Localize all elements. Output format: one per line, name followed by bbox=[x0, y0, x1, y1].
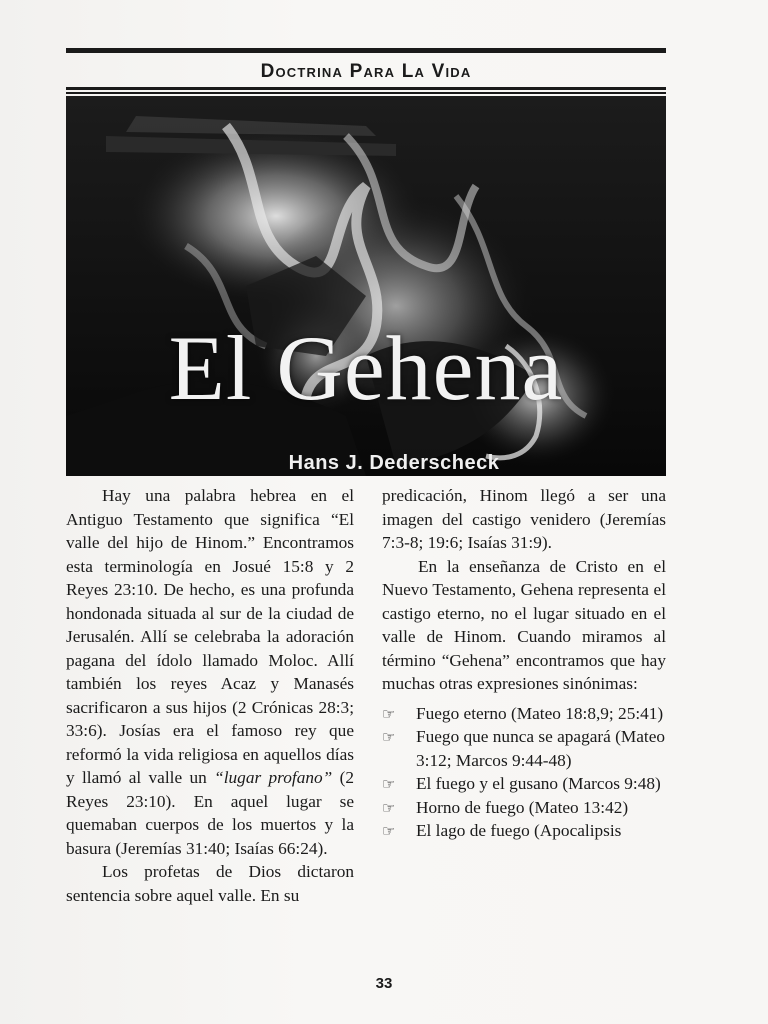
paragraph bbox=[66, 484, 354, 860]
left-column bbox=[66, 484, 354, 907]
hero-image bbox=[66, 96, 666, 476]
pointing-hand-icon: ☞ bbox=[382, 728, 396, 746]
italic-quote: “lugar profano” bbox=[214, 768, 333, 787]
paragraph: En la enseñanza de Cristo en el Nuevo Testamento, Gehena representa el castigo eterno, no el lugar situado en el valle de Hinom. Cuando miramos al término “Gehena” encontramos que hay muchas otras expresiones sinónimas: bbox=[382, 556, 666, 693]
paragraph: predicación, Hinom llegó a ser una imagen del castigo venidero (Jeremías 7:3-8; 19:6; Isaías 31:9). bbox=[382, 486, 666, 552]
list-item bbox=[382, 772, 666, 796]
list-item bbox=[382, 702, 666, 726]
pointing-hand-icon: ☞ bbox=[382, 798, 396, 817]
list-item-text: El fuego y el gusano (Marcos 9:48) bbox=[416, 774, 661, 793]
list-item-text: El lago de fuego (Apocalipsis bbox=[416, 821, 622, 840]
synonym-list bbox=[382, 702, 666, 843]
right-column bbox=[382, 484, 666, 843]
list-item-text: Fuego eterno (Mateo 18:8,9; 25:41) bbox=[416, 703, 664, 723]
header-top-rule bbox=[66, 48, 666, 53]
paragraph-text: Hay una palabra hebrea en el Antiguo Testamento que significa “El valle del hijo de Hinom.” Encontramos esta terminología en Josué 15:8 y 2 Reyes 23:10. De hecho, es una profunda hondonada situada al sur de la ciudad de Jerusalén. Allí se celebraba la adoración pagana del ídolo llamado Moloc. Allí también los reyes Acaz y Manasés sacrificaron a sus hijos (2 Crónicas 28:3; 33:6). Josías era el famoso rey que reformó la vida religiosa en aquellos días y llamó al valle un bbox=[66, 486, 354, 787]
list-item bbox=[382, 796, 666, 820]
pointing-hand-icon: ☞ bbox=[382, 775, 396, 793]
pointing-hand-icon: ☞ bbox=[382, 704, 396, 723]
paragraph: Los profetas de Dios dictaron sentencia sobre aquel valle. En su bbox=[66, 862, 354, 905]
fire-illustration bbox=[66, 96, 666, 476]
list-item bbox=[382, 725, 666, 772]
article-author: Hans J. Dederscheck bbox=[288, 452, 500, 474]
list-item-text: Fuego que nunca se apagará (Mateo 3:12; Marcos 9:44-48) bbox=[416, 727, 666, 770]
list-item bbox=[382, 819, 666, 843]
header-bottom-rule bbox=[66, 87, 666, 90]
paragraph-text: (2 Reyes 23:10). En aquel lugar se quemaban cuerpos de los muertos y la basura (Jeremías 31:40; Isaías 66:24). bbox=[66, 768, 355, 858]
section-header: Doctrina Para La Vida bbox=[260, 61, 472, 82]
list-item-text: Horno de fuego (Mateo 13:42) bbox=[416, 797, 629, 817]
article-title: El Gehena bbox=[168, 317, 564, 419]
header-bottom-rule-thin bbox=[66, 92, 666, 94]
page-number: 33 bbox=[375, 975, 393, 992]
pointing-hand-icon: ☞ bbox=[382, 822, 396, 840]
